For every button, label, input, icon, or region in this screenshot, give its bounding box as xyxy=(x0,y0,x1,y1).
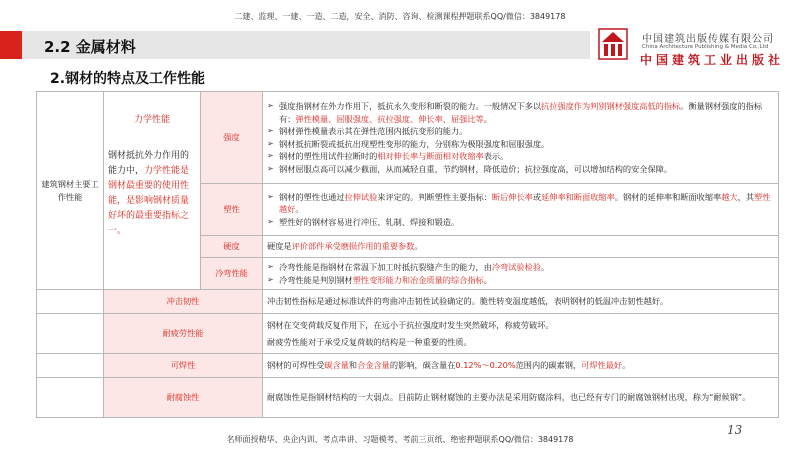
strength-label: 强度 xyxy=(201,92,263,184)
empty-cell xyxy=(37,314,104,354)
publisher-name-en: China Architecture Publishing & Media Co.,Ltd xyxy=(642,44,769,50)
mech-desc-cell xyxy=(104,92,201,290)
table-row xyxy=(37,354,779,378)
table-row xyxy=(37,314,779,354)
impact-label: 冲击韧性 xyxy=(104,290,263,314)
main-category-cell: 建筑钢材主要工作性能 xyxy=(37,92,104,290)
weldability-desc: 钢材的可焊性受碳含量和合金含量的影响，碳含量在0.12%～0.20%范围内的碳素钢，可焊性最好。 xyxy=(263,354,779,378)
fatigue-desc: 钢材在交变荷载反复作用下，在远小于抗拉强度时发生突然破坏，称疲劳破坏。 耐疲劳性能对于承受反复荷载的结构是一种重要的性质。 xyxy=(263,314,779,354)
publisher-name-cn: 中国建筑出版传媒有限公司 xyxy=(642,34,774,45)
mech-title: 力学性能 xyxy=(133,115,170,125)
empty-cell xyxy=(37,378,104,418)
list-item: ➢ 强度指钢材在外力作用下，抵抗永久变形和断裂的能力。一般情况下多以抗拉强度作为判别钢材强度高低的指标。衡量钢材强度的指标有：弹性模量、屈服强度、抗拉强度、伸长率、屈强比等。 xyxy=(267,100,774,125)
table-row xyxy=(37,92,779,184)
table-row xyxy=(37,290,779,314)
mech-desc: 钢材抵抗外力作用的能力中，力学性能是钢材最重要的使用性能，是影响钢材质量好坏的最重要指标之一。 xyxy=(108,150,190,236)
corrosion-label: 耐腐蚀性 xyxy=(104,378,263,418)
hardness-desc: 硬度是评价部件承受磨损作用的重要参数。 xyxy=(263,236,779,258)
bottom-banner: 名师面授精华、央企内训、考点串讲、习题模考、考前三页纸、绝密押题联系QQ/微信：3849178 xyxy=(226,435,574,444)
list-item: ➢ 塑性好的钢材容易进行冲压、轧制、焊接和锻造。 xyxy=(267,216,774,229)
section-title: 2.2 金属材料 xyxy=(44,38,136,56)
empty-cell xyxy=(37,290,104,314)
list-item: ➢ 钢材的塑性也通过拉伸试验来评定的。判断塑性主要指标：断后伸长率或延伸率和断面收缩率。钢材的延伸率和断面收缩率越大，其塑性越好。 xyxy=(267,191,774,216)
strength-desc xyxy=(263,92,779,184)
list-item: ➢ 冷弯性能是指钢材在常温下加工时抵抗裂缝产生的能力，由冷弯试验检验。 xyxy=(267,261,774,274)
plasticity-label: 塑性 xyxy=(201,184,263,236)
list-item: ➢ 钢材抵抗断裂或抵抗出现塑性变形的能力，分别称为极限强度和屈服强度。 xyxy=(267,138,774,151)
publisher-brand: 中国建筑工业出版社 xyxy=(640,53,785,67)
plasticity-desc xyxy=(263,184,779,236)
list-item: ➢ 钢材弹性模量表示其在弹性范围内抵抗变形的能力。 xyxy=(267,125,774,138)
impact-desc: 冲击韧性指标是通过标准试件的弯曲冲击韧性试验确定的。脆性转变温度越低，表明钢材的低温冲击韧性越好。 xyxy=(263,290,779,314)
empty-cell xyxy=(37,354,104,378)
title-accent-block xyxy=(0,31,22,59)
list-item: ➢ 钢材的塑性用试件拉断时的相对伸长率与断面相对收缩率表示。 xyxy=(267,150,774,163)
cold-bend-label: 冷弯性能 xyxy=(201,258,263,290)
top-banner: 二建、监理、一建、一造、二造，安全、消防、咨询、检测课程押题联系QQ/微信：3849178 xyxy=(234,12,566,21)
list-item: ➢ 冷弯性能是判别钢材塑性变形能力和冶金质量的综合指标。 xyxy=(267,274,774,287)
properties-table xyxy=(36,91,779,418)
fatigue-label: 耐疲劳性能 xyxy=(104,314,263,354)
page-number: 13 xyxy=(727,423,743,437)
publisher-logo-icon xyxy=(598,28,628,60)
table-row xyxy=(37,378,779,418)
corrosion-desc: 耐腐蚀性是指钢材结构的一大弱点。目前防止钢材腐蚀的主要办法是采用防腐涂料，也已经有专门的耐腐蚀钢材出现，称为“耐候钢”。 xyxy=(263,378,779,418)
subtitle: 2.钢材的特点及工作性能 xyxy=(50,71,206,87)
list-item: ➢ 钢材屈服点高可以减少截面，从而减轻自重，节约钢材，降低造价；抗拉强度高，可以增加结构的安全保障。 xyxy=(267,163,774,176)
cold-bend-desc xyxy=(263,258,779,290)
weldability-label: 可焊性 xyxy=(104,354,263,378)
hardness-label: 硬度 xyxy=(201,236,263,258)
